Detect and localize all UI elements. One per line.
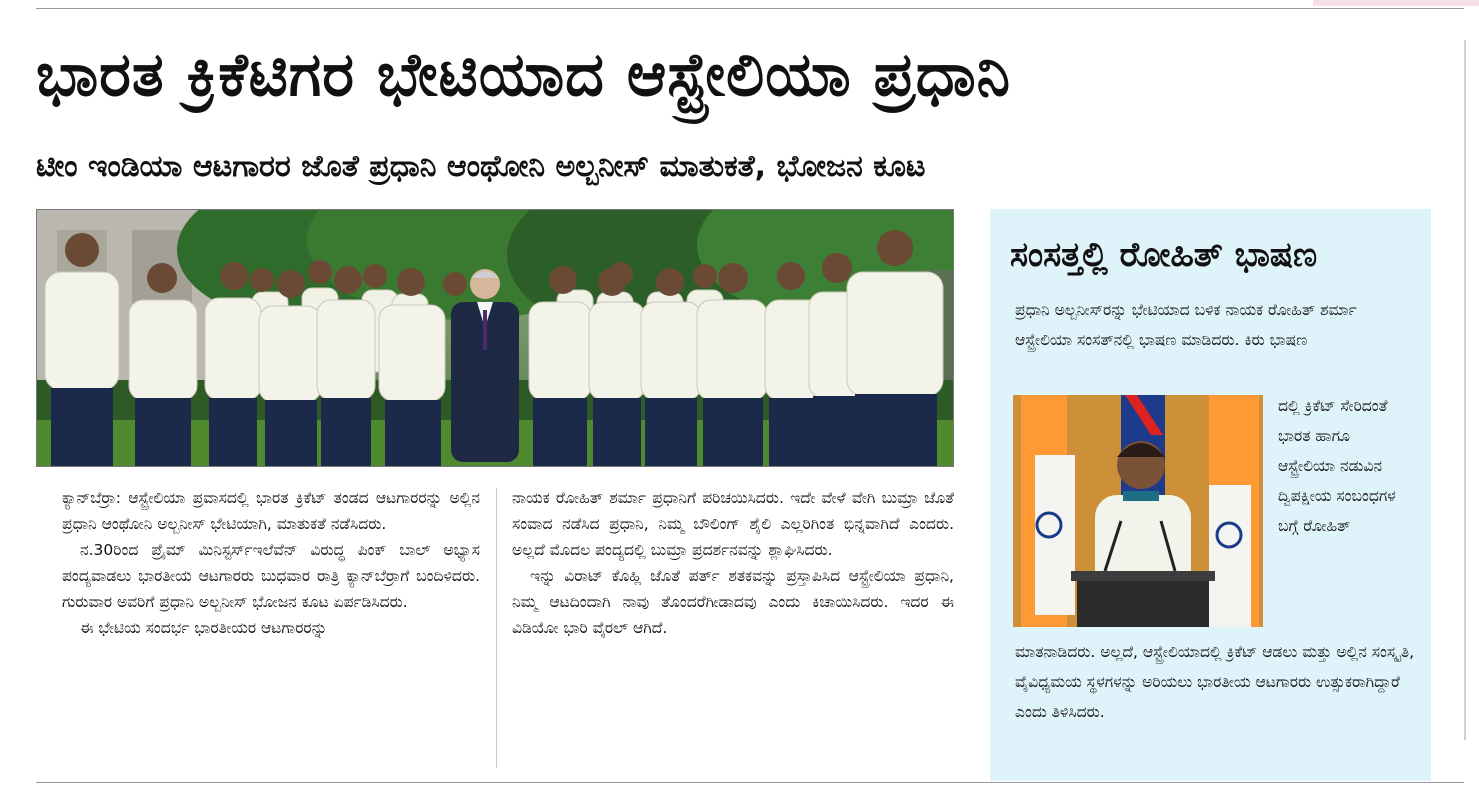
sidebar-box: [990, 209, 1431, 781]
sidebar-text-wrap: ದಲ್ಲಿ ಕ್ರಿಕೆಟ್ ಸೇರಿದಂತೆ ಭಾರತ ಹಾಗೂ ಆಸ್ಟ್ರೇಲಿಯಾ ನಡುವಿನ ದ್ವಿಪಕ್ಷೀಯ ಸಂಬಂಧಗಳ ಬಗ್ಗೆ ರೋಹಿತ್: [1278, 397, 1396, 535]
bottom-rule: [36, 782, 1464, 783]
sidebar-text-bottom: ಮಾತನಾಡಿದರು. ಅಲ್ಲದೆ, ಆಸ್ಟ್ರೇಲಿಯಾದಲ್ಲಿ ಕ್ರಿಕೆಟ್ ಆಡಲು ಮತ್ತು ಅಲ್ಲಿನ ಸಂಸ್ಕೃತಿ, ವೈವಿಧ್ಯಮಯ ಸ್ಥಳಗಳನ್ನು ಅರಿಯಲು ಭಾರತೀಯ ಆಟಗಾರರು ಉತ್ಸುಕರಾಗಿದ್ದಾರೆ ಎಂದು ತಿಳಿಸಿದರು.: [1015, 643, 1414, 721]
column-divider: [496, 488, 497, 768]
top-rule: [36, 8, 1464, 9]
sidebar-text-top: ಪ್ರಧಾನಿ ಅಲ್ಬನೀಸ್‌ರನ್ನು ಭೇಟಿಯಾದ ಬಳಿಕ ನಾಯಕ ರೋಹಿತ್ ಶರ್ಮಾ ಆಸ್ಟ್ರೇಲಿಯಾ ಸಂಸತ್‌ನಲ್ಲಿ ಭಾಷಣ ಮಾಡಿದರು. ಕಿರು ಭಾಷಣ: [1015, 301, 1357, 349]
page-corner-tab: [1313, 0, 1479, 6]
article-paragraph: ಇನ್ನು ವಿರಾಟ್ ಕೊಹ್ಲಿ ಜೊತೆ ಪರ್ತ್ ಶತಕವನ್ನು ಪ್ರಸ್ತಾಪಿಸಿದ ಆಸ್ಟ್ರೇಲಿಯಾ ಪ್ರಧಾನಿ, ನಿಮ್ಮ ಆಟದಿಂದಾಗಿ ನಾವು ತೊಂದರೆಗೀಡಾದವು ಎಂದು ಕಿಚಾಯಿಸಿದರು. ಇದರ ಈ ವಿಡಿಯೋ ಭಾರಿ ವೈರಲ್ ಆಗಿದೆ.: [512, 567, 954, 637]
article-column-1: [62, 485, 480, 775]
headline: ಭಾರತ ಕ್ರಿಕೆಟಿಗರ ಭೇಟಿಯಾದ ಆಸ್ಟ್ರೇಲಿಯಾ ಪ್ರಧಾನಿ: [36, 40, 1011, 110]
team-photo: [36, 209, 954, 467]
article-paragraph: ಕ್ಯಾನ್‌ಬೆರ್ರಾ: ಆಸ್ಟ್ರೇಲಿಯಾ ಪ್ರವಾಸದಲ್ಲಿ ಭಾರತ ಕ್ರಿಕೆಟ್ ತಂಡದ ಆಟಗಾರರನ್ನು ಅಲ್ಲಿನ ಪ್ರಧಾನಿ ಆಂಥೋನಿ ಅಲ್ಬನೀಸ್ ಭೇಟಿಯಾಗಿ, ಮಾತುಕತೆ ನಡೆಸಿದರು.: [62, 489, 480, 533]
article-paragraph: ನಾಯಕ ರೋಹಿತ್ ಶರ್ಮಾ ಪ್ರಧಾನಿಗೆ ಪರಿಚಯಿಸಿದರು. ಇದೇ ವೇಳೆ ವೇಗಿ ಬುಮ್ರಾ ಜೊತೆ ಸಂವಾದ ನಡೆಸಿದ ಪ್ರಧಾನಿ, ನಿಮ್ಮ ಬೌಲಿಂಗ್ ಶೈಲಿ ಎಲ್ಲರಿಗಿಂತ ಭಿನ್ನವಾಗಿದೆ ಎಂದರು. ಅಲ್ಲದೆ ಮೊದಲ ಪಂದ್ಯದಲ್ಲಿ ಬುಮ್ರಾ ಪ್ರದರ್ಶನವನ್ನು ಶ್ಲಾಘಿಸಿದರು.: [512, 489, 954, 559]
page-edge-line: [1464, 40, 1466, 740]
article-column-2: [512, 485, 954, 775]
article-paragraph: ನ.30ರಿಂದ ಪ್ರೈಮ್ ಮಿನಿಸ್ಟರ್ಸ್‌ಇಲೆವೆನ್ ವಿರುದ್ಧ ಪಿಂಕ್ ಬಾಲ್ ಅಭ್ಯಾಸ ಪಂದ್ಯವಾಡಲು ಭಾರತೀಯ ಆಟಗಾರರು ಬುಧವಾರ ರಾತ್ರಿ ಕ್ಯಾನ್‌ಬೆರ್ರಾಗೆ ಬಂದಿಳಿದರು. ಗುರುವಾರ ಅವರಿಗೆ ಪ್ರಧಾನಿ ಅಲ್ಬನೀಸ್ ಭೋಜನ ಕೂಟ ಏರ್ಪಡಿಸಿದರು.: [62, 541, 480, 611]
article-paragraph: ಈ ಭೇಟಿಯ ಸಂದರ್ಭ ಭಾರತೀಯರ ಆಟಗಾರರನ್ನು: [80, 619, 328, 637]
subheadline: ಟೀಂ ಇಂಡಿಯಾ ಆಟಗಾರರ ಜೊತೆ ಪ್ರಧಾನಿ ಆಂಥೋನಿ ಅಲ್ಬನೀಸ್ ಮಾತುಕತೆ, ಭೋಜನ ಕೂಟ: [36, 149, 926, 184]
rohit-speech-photo: [1013, 395, 1263, 627]
sidebar-title: ಸಂಸತ್ತಲ್ಲಿ ರೋಹಿತ್ ಭಾಷಣ: [1010, 235, 1318, 275]
